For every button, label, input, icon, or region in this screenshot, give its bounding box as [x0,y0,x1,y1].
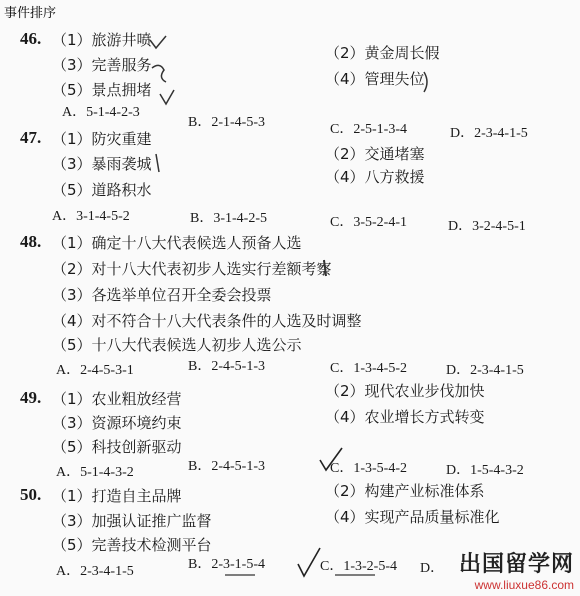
q48-option-b: B．2-4-5-1-3 [188,359,265,374]
q50-option-a: A．2-3-4-1-5 [56,564,134,579]
q46-item-3: （3）完善服务 [52,56,152,74]
handwritten-mark-q48 [318,258,332,280]
q50-option-d: D． [420,561,445,576]
q50-item-4: （4）实现产品质量标准化 [325,508,500,526]
q49-option-c: C．1-3-5-4-2 [330,461,407,476]
q48-option-c: C．1-3-4-5-2 [330,361,407,376]
q50-option-b: B．2-3-1-5-4 [188,557,265,572]
q46-option-b: B．2-1-4-5-3 [188,115,265,130]
q46-item-1: （1）旅游井喷 [52,31,152,49]
watermark-title: 出国留学网 [458,552,574,577]
q47-option-d: D．3-2-4-5-1 [448,219,526,234]
q48-option-a: A．2-4-5-3-1 [56,363,134,378]
handwritten-marks-q46 [140,30,180,120]
q50-item-3: （3）加强认证推广监督 [52,512,212,530]
q47-option-a: A．3-1-4-5-2 [52,209,130,224]
q49-option-b: B．2-4-5-1-3 [188,459,265,474]
question-47-number: 47. [20,128,42,147]
q48-item-4: （4）对不符合十八大代表条件的人选及时调整 [52,312,362,330]
q49-item-2: （2）现代农业步伐加快 [325,382,485,400]
q47-item-3: （3）暴雨袭城 [52,155,152,173]
q48-item-2: （2）对十八大代表初步人选实行差额考察 [52,260,332,278]
page-header: 事件排序 [4,6,57,21]
q47-option-b: B．3-1-4-2-5 [190,211,267,226]
handwritten-mark-q47 [150,152,166,176]
q49-option-a: A．5-1-4-3-2 [56,465,134,480]
q46-option-a: A．5-1-4-2-3 [62,105,140,120]
q50-option-c: C．1-3-2-5-4 [320,559,397,574]
q47-item-1: （1）防灾重建 [52,130,152,148]
question-46-number: 46. [20,29,42,48]
q48-item-5: （5）十八大代表候选人初步人选公示 [52,336,302,354]
handwritten-mark-q46-4 [420,70,440,100]
q48-item-3: （3）各选举单位召开全委会投票 [52,286,272,304]
q49-item-1: （1）农业粗放经营 [52,390,182,408]
watermark-url: www.liuxue86.com [474,578,574,592]
q49-item-3: （3）资源环境约束 [52,414,182,432]
q49-item-5: （5）科技创新驱动 [52,438,182,456]
q47-option-c: C．3-5-2-4-1 [330,215,407,230]
q46-item-4: （4）管理失位 [325,70,425,88]
q50-item-1: （1）打造自主品牌 [52,487,182,505]
q47-item-2: （2）交通堵塞 [325,145,425,163]
underline-marks-q50 [225,572,385,580]
q46-option-c: C．2-5-1-3-4 [330,122,407,137]
q49-item-4: （4）农业增长方式转变 [325,408,485,426]
q46-item-5: （5）景点拥堵 [52,81,152,99]
check-mark-q49-c [316,446,346,476]
question-48-number: 48. [20,232,42,251]
question-50-number: 50. [20,485,42,504]
q46-option-d: D．2-3-4-1-5 [450,126,528,141]
q48-item-1: （1）确定十八大代表候选人预备人选 [52,234,302,252]
q46-item-2: （2）黄金周长假 [325,44,440,62]
site-watermark [459,547,574,592]
q50-item-5: （5）完善技术检测平台 [52,536,212,554]
q48-option-d: D．2-3-4-1-5 [446,363,524,378]
q47-item-4: （4）八方救援 [325,168,425,186]
question-49-number: 49. [20,388,42,407]
q50-item-2: （2）构建产业标准体系 [325,482,485,500]
q49-option-d: D．1-5-4-3-2 [446,463,524,478]
q47-item-5: （5）道路积水 [52,181,152,199]
